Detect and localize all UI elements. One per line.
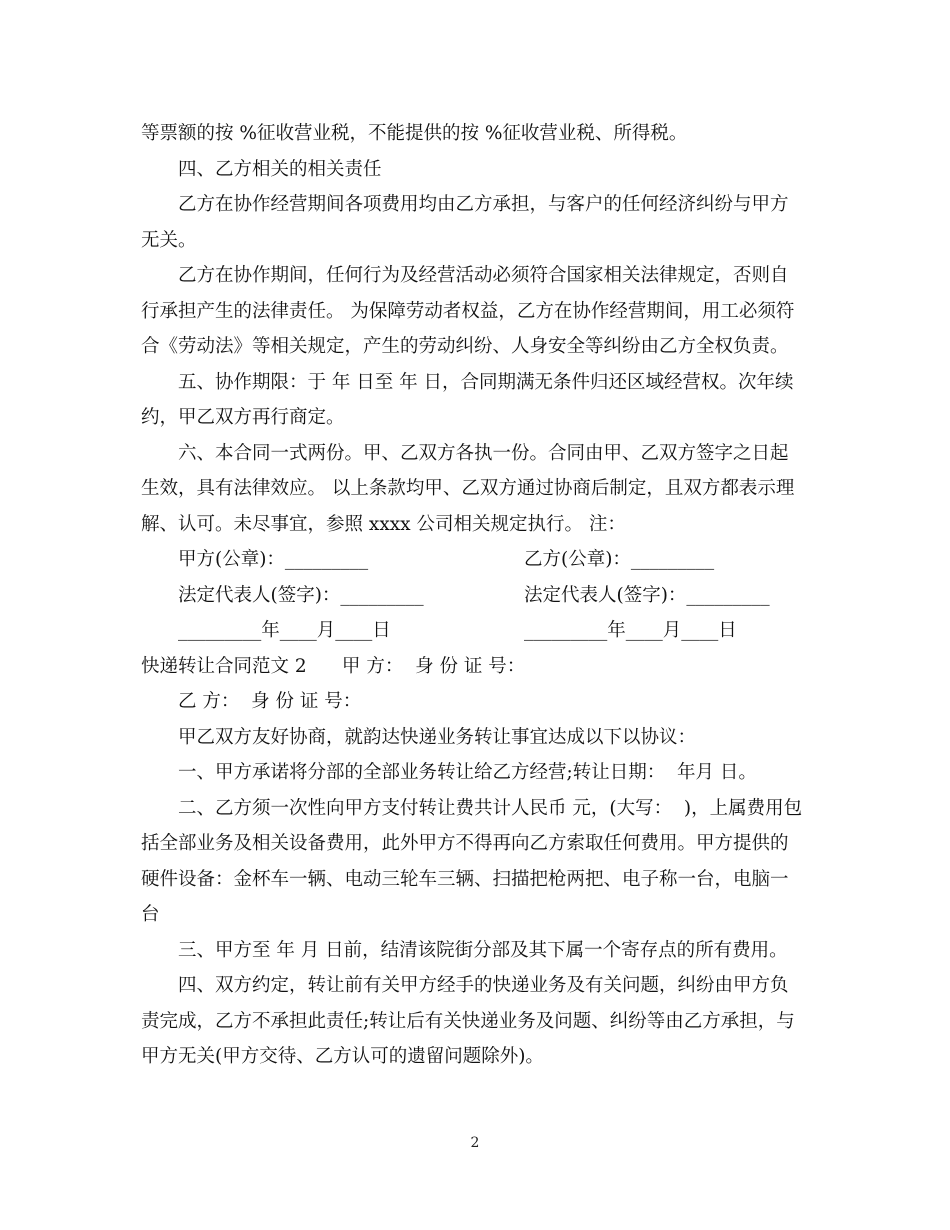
paragraph-cooperation-term: 五、协作期限：于 年 日至 年 日，合同期满无条件归还区域经营权。次年续约，甲乙双方再行商定。 [141,371,794,428]
page-number: 2 [470,1135,480,1151]
clause-4-responsibility: 四、双方约定，转让前有关甲方经手的快递业务及有关问题，纠纷由甲方负责完成，乙方不承担此责任;转让后有关快递业务及问题、纠纷等由乙方承担，与甲方无关(甲方交待、乙方认可的遗留问题除外)。 [141,975,795,1067]
contract-sample-2-header: 快递转让合同范文 2 甲 方： 身 份 证 号： [141,655,526,677]
paragraph-contract-copies: 六、本合同一式两份。甲、乙双方各执一份。合同由甲、乙双方签字之日起生效，具有法律效应。 以上条款均甲、乙双方通过协商后制定，且双方都表示理解、认可。未尽事宜，参照 xxxx 公司相关规定执行。 注： [141,442,795,535]
paragraph-agreement-intro: 甲乙双方友好协商，就韵达快递业务转让事宜达成以下以协议： [178,726,697,748]
clause-2-payment: 二、乙方须一次性向甲方支付转让费共计人民币 元，(大写： )，上属费用包括全部业务及相关设备费用，此外甲方不得再向乙方索取任何费用。甲方提供的硬件设备：金杯车一辆、电动三轮车三辆、扫描把枪两把、电子称一台，电脑一台 [141,797,803,925]
signature-row-seal [141,542,803,578]
clause-1-transfer: 一、甲方承诺将分部的全部业务转让给乙方经营;转让日期： 年月 日。 [178,762,757,783]
party-b-id-line: 乙 方： 身 份 证 号： [178,691,362,712]
party-a-seal-field: 甲方(公章)：_________ [178,549,369,570]
party-b-representative-field: 法定代表人(签字)：_________ [524,584,770,606]
signature-row-representative [141,578,803,614]
signature-row-date [141,613,803,649]
clause-3-settlement: 三、甲方至 年 月 日前，结清该院街分部及其下属一个寄存点的所有费用。 [178,939,788,961]
party-a-representative-field: 法定代表人(签字)：_________ [178,584,424,606]
party-b-seal-field: 乙方(公章)：_________ [524,549,715,570]
paragraph-expenses: 乙方在协作经营期间各项费用均由乙方承担，与客户的任何经济纠纷与甲方无关。 [141,194,789,251]
section-heading-party-b-responsibility: 四、乙方相关的相关责任 [178,158,382,180]
paragraph-tax-continuation: 等票额的按 %征收营业税，不能提供的按 %征收营业税、所得税。 [141,123,688,144]
paragraph-legal-compliance: 乙方在协作期间，任何行为及经营活动必须符合国家相关法律规定，否则自行承担产生的法律责任。 为保障劳动者权益，乙方在协作经营期间，用工必须符合《劳动法》等相关规定，产生的劳动纠纷、人身安全等纠纷由乙方全权负责。 [141,265,795,357]
party-b-date-field: _________年____月____日 [524,620,737,641]
party-a-date-field: _________年____月____日 [178,620,391,641]
document-body [141,116,803,1075]
